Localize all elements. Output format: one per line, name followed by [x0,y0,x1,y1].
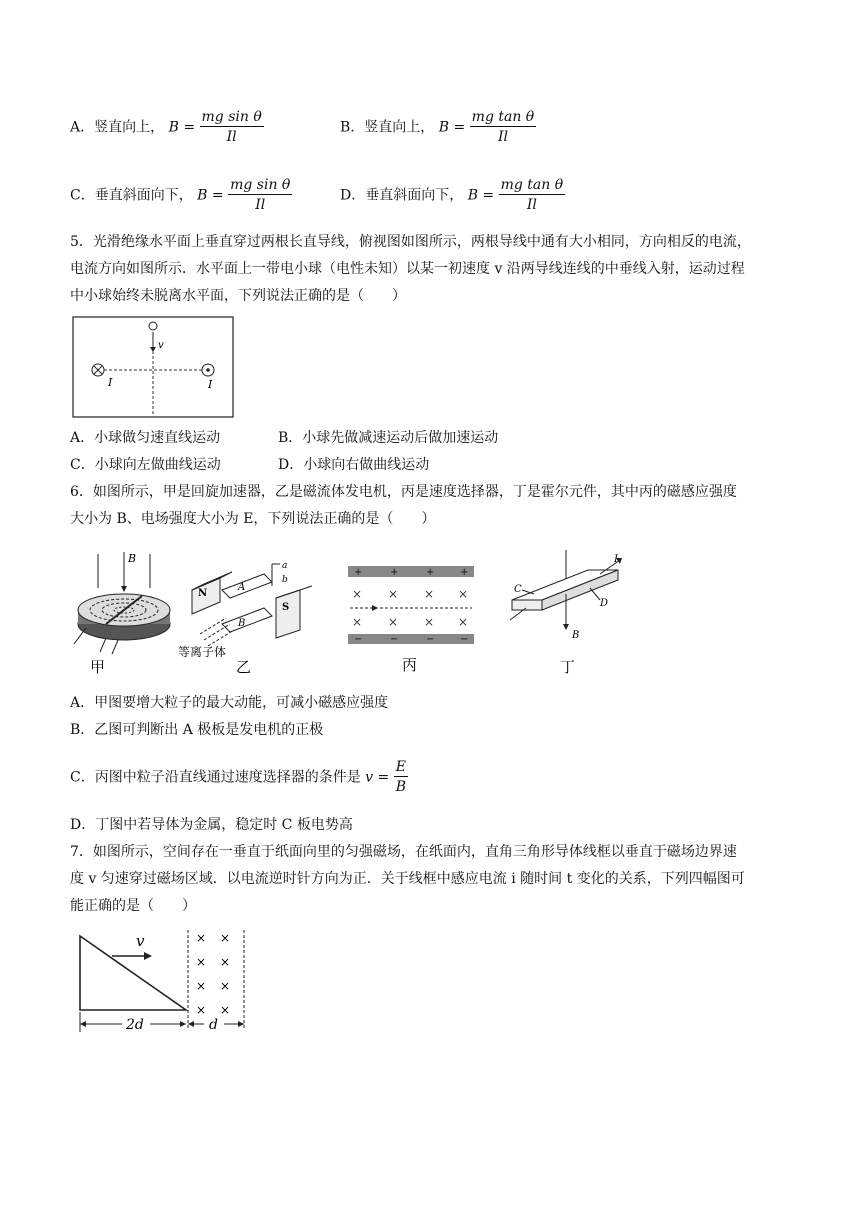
minus-sign: − [460,634,469,645]
q5-stem-line: 5．光滑绝缘水平面上垂直穿过两根长直导线，俯视图如图所示，两根导线中通有大小相同，方向相反的电流， [70,234,751,250]
field-cross: × [220,931,231,945]
q6-figure-jia [66,548,176,676]
dimension-arrowhead-icon [80,1021,86,1027]
option-label: B．竖直向上， [340,119,435,136]
current-label: I [614,554,618,565]
field-cross: × [352,587,363,601]
q4-option-a [70,108,264,147]
positive-plate [348,566,474,577]
velocity-label: v [158,340,164,351]
plasma-line [204,624,230,640]
q6-option-c [70,758,408,797]
plus-sign: + [460,567,469,578]
triangle-frame [80,936,186,1010]
figure-label-yi: 乙 [236,658,252,676]
exit-line [74,628,86,644]
q5-option-a: A．小球做匀速直线运动 [70,430,221,446]
wire-line [100,638,106,652]
q7-stem-line: 7．如图所示，空间存在一垂直于纸面向里的匀强磁场，在纸面内，直角三角形导体线框以垂直于磁场边界速 [70,844,737,860]
field-cross: × [196,1003,207,1017]
dimension-2d-label: 2d [126,1017,144,1033]
fraction: $\frac{E}{B}$ [395,759,406,795]
q6-option-b: B．乙图可判断出 A 极板是发电机的正极 [70,722,324,738]
terminal-a-label: a [282,561,288,571]
field-cross: × [388,587,399,601]
figure-label-bing: 丙 [402,656,418,674]
field-cross: × [220,979,231,993]
field-arrowhead-icon [121,586,127,592]
dimension-arrowhead-icon [238,1021,244,1027]
field-cross: × [196,979,207,993]
field-label: B [128,552,137,565]
formula-lhs: B = [438,119,466,136]
q6-figure-yi [176,556,326,676]
q4-option-c [70,176,292,215]
fraction: $\frac{\text{mg tan θ}}{Il}$ [471,109,535,145]
q6-stem-line: 6．如图所示，甲是回旋加速器，乙是磁流体发电机，丙是速度选择器，丁是霍尔元件，其中丙的磁感应强度 [70,484,737,500]
q6-figure-ding [504,548,630,676]
fraction: $\frac{\text{mg sin θ}}{Il}$ [201,109,262,145]
field-cross: × [388,615,399,629]
q5-figure [72,316,234,418]
q6-stem [70,479,800,533]
field-arrowhead-icon [563,624,569,630]
field-cross: × [424,587,435,601]
q5-stem-line: 电流方向如图所示．水平面上一带电小球（电性未知）以某一初速度 v 沿两导线连线的中垂线入射，运动过程 [70,261,745,277]
current-label-right: I [208,378,213,391]
negative-plate [348,634,474,644]
formula-lhs: B = [467,187,495,204]
plus-sign: + [354,567,363,578]
current-label-left: I [108,376,113,389]
q7-figure [74,926,250,1040]
plus-sign: + [390,567,399,578]
q5-option-c: C．小球向左做曲线运动 [70,457,221,473]
field-label: B [572,630,580,641]
wire-line [112,640,118,654]
q6-figure-bing [344,562,478,676]
plasma-label: 等离子体 [178,645,227,659]
magnet-n-label: N [198,588,208,599]
figure-label-jia: 甲 [90,658,106,676]
plate-a-label: A [238,582,246,593]
velocity-arrowhead-icon [144,952,152,960]
q4-option-d [340,176,565,215]
q5-stem-line: 中小球始终未脱离水平面，下列说法正确的是（ ） [70,288,406,304]
plasma-line [200,618,226,634]
field-cross: × [458,615,469,629]
minus-sign: − [390,634,399,645]
minus-sign: − [426,634,435,645]
field-cross: × [220,955,231,969]
q5-option-b: B．小球先做减速运动后做加速运动 [278,430,499,446]
q7-stem [70,839,800,920]
q6-stem-line: 大小为 B、电场强度大小为 E，下列说法正确的是（ ） [70,511,436,527]
dot-mark [206,368,210,372]
q6-option-d: D．丁图中若导体为金属，稳定时 C 板电势高 [70,817,353,833]
plus-sign: + [426,567,435,578]
formula-lhs: B = [168,119,196,136]
figure-label-ding: 丁 [560,658,576,676]
field-cross: × [424,615,435,629]
option-label: C．垂直斜面向下， [70,187,193,204]
q6-option-a: A．甲图要增大粒子的最大动能，可减小磁感应强度 [70,695,389,711]
face-c-label: C [514,584,522,595]
option-c-text: C．丙图中粒子沿直线通过速度选择器的条件是 [70,769,361,786]
field-cross: × [352,615,363,629]
velocity-arrowhead-icon [150,347,156,352]
terminal-b-label: b [282,575,288,585]
plate-a [222,574,272,598]
particle-arrowhead-icon [372,605,378,611]
dimension-arrowhead-icon [188,1021,194,1027]
field-cross: × [196,955,207,969]
q5-option-d: D．小球向右做曲线运动 [278,457,430,473]
option-label: D．垂直斜面向下， [340,187,464,204]
field-cross: × [458,587,469,601]
fraction: $\frac{\text{mg sin θ}}{Il}$ [230,177,291,213]
face-d-label: D [600,598,609,609]
q4-option-b [340,108,536,147]
plate-b [222,608,272,632]
q5-stem [70,229,800,310]
formula-lhs: v = [365,769,390,786]
field-cross: × [196,931,207,945]
plate-b-label: B [238,618,246,629]
dimension-arrowhead-icon [180,1021,186,1027]
q7-stem-line: 能正确的是（ ） [70,898,196,914]
ball-icon [149,322,157,330]
velocity-label: v [136,932,145,950]
plasma-line [208,630,234,646]
dimension-d-label: d [209,1017,218,1033]
q7-stem-line: 度 v 匀速穿过磁场区域．以电流逆时针方向为正．关于线框中感应电流 i 随时间 t 变化的关系，下列四幅图可 [70,871,745,887]
option-label: A．竖直向上， [70,119,165,136]
fraction: $\frac{\text{mg tan θ}}{Il}$ [500,177,564,213]
minus-sign: − [354,634,363,645]
field-cross: × [220,1003,231,1017]
formula-lhs: B = [197,187,224,204]
hall-plate-front [512,600,542,610]
leader-line [590,588,600,600]
magnet-s-label: S [282,602,290,613]
